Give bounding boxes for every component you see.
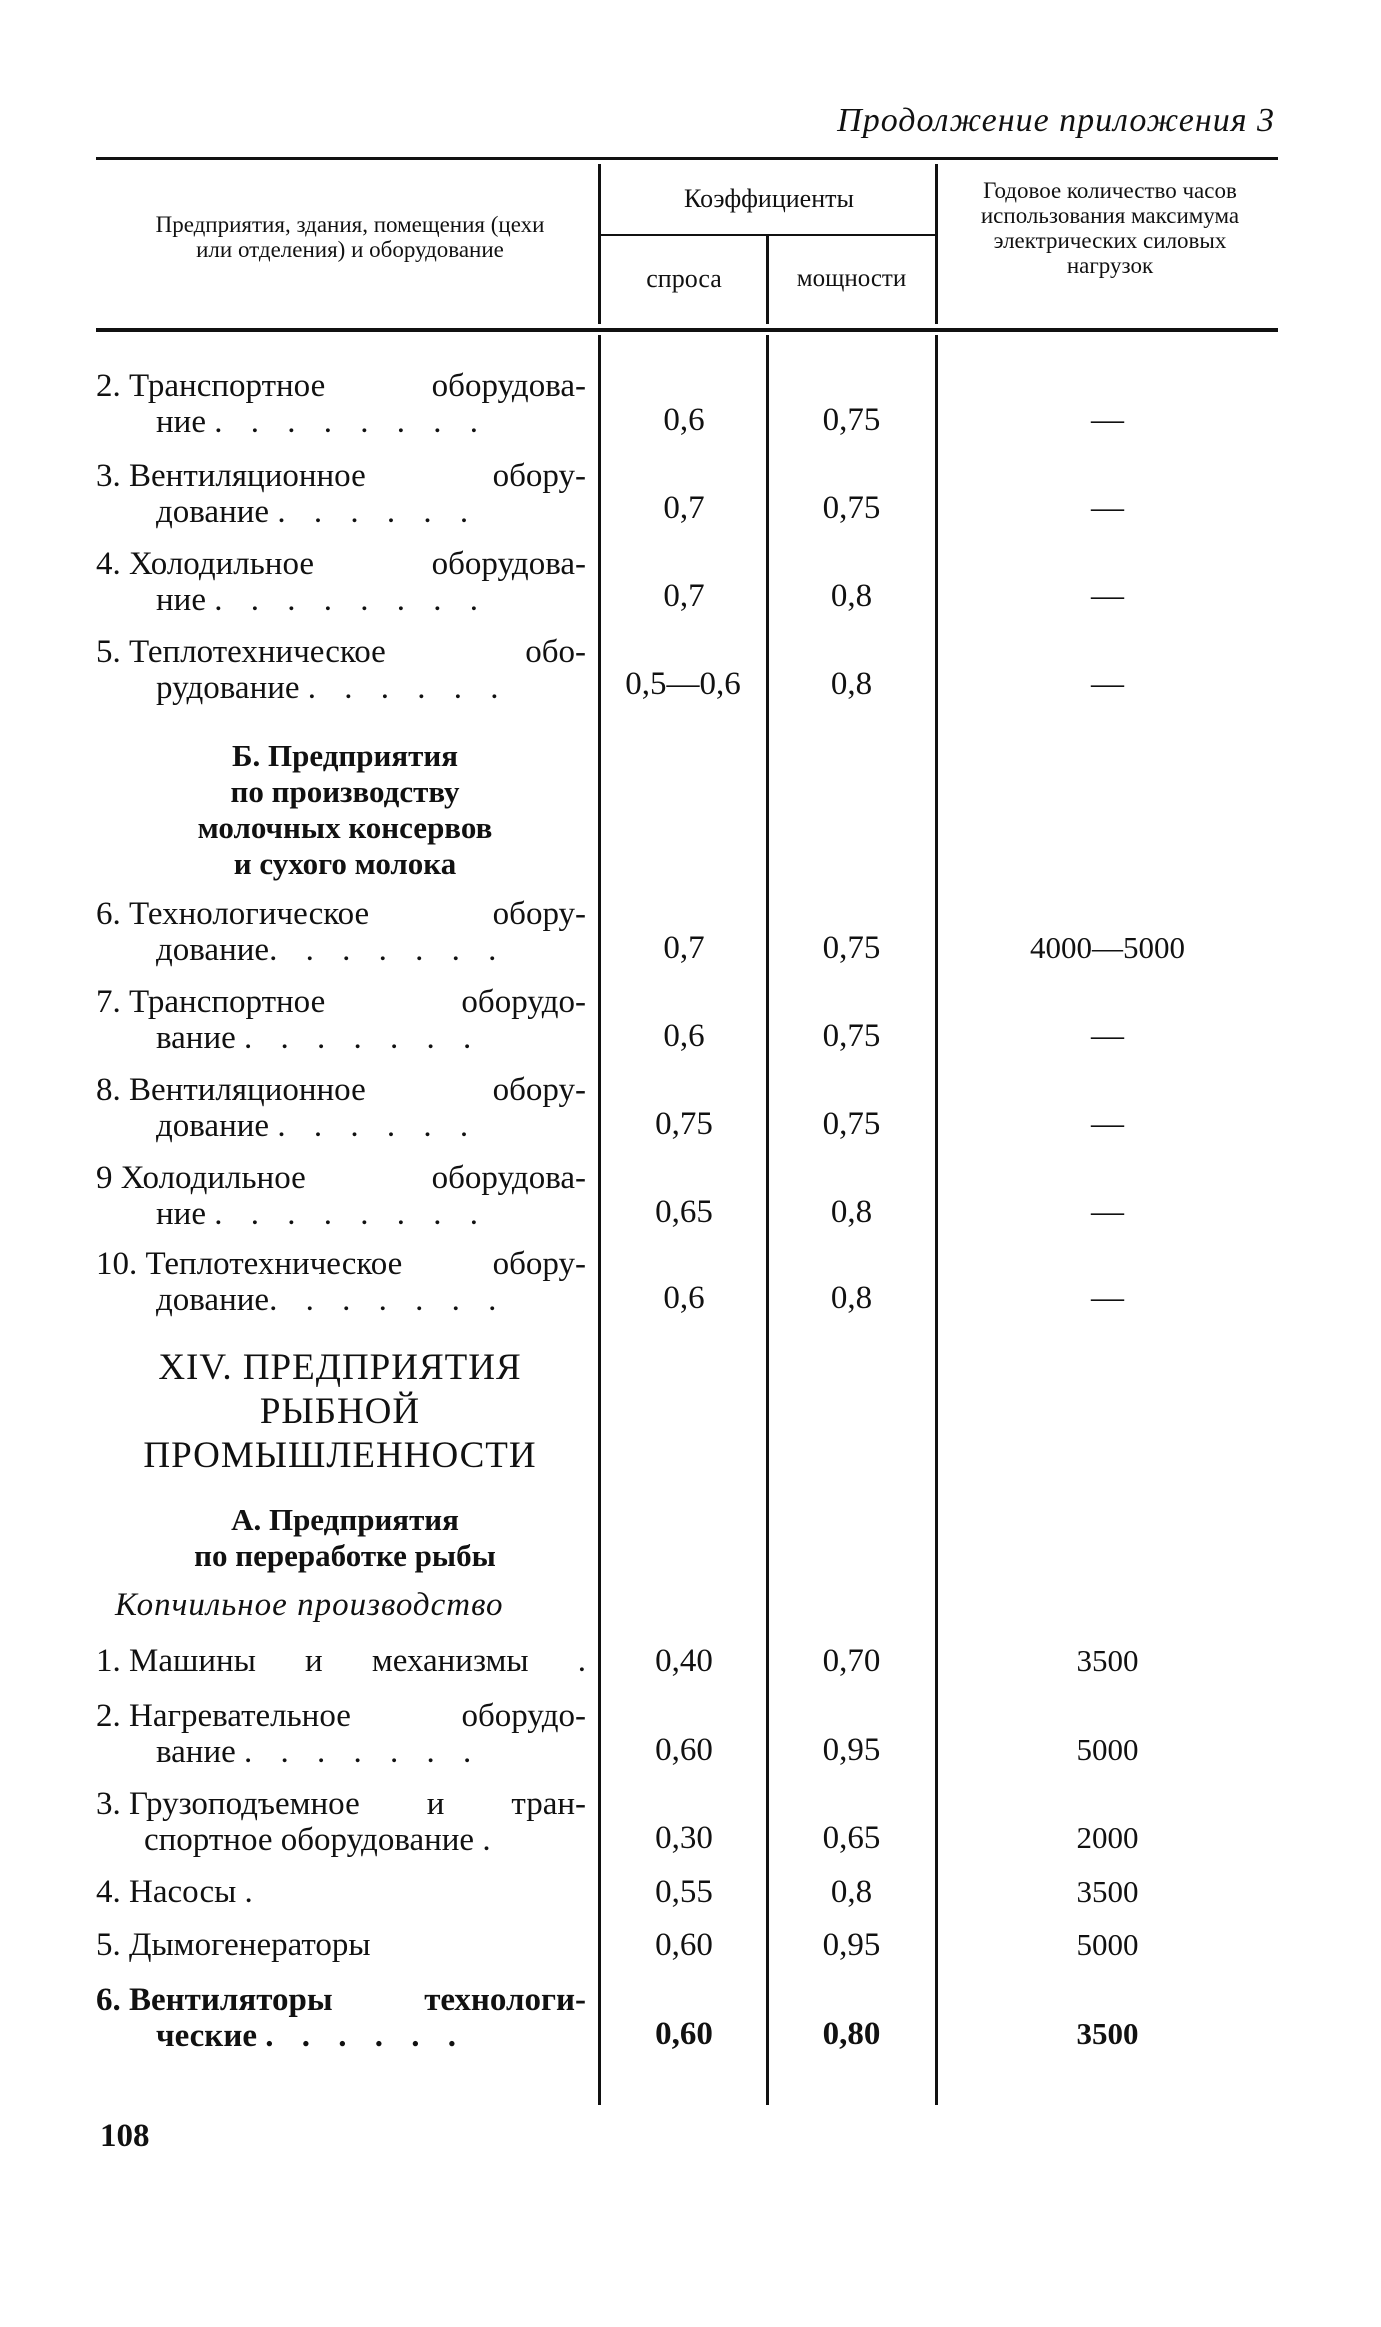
power-value: 0,8 [830, 1280, 873, 1316]
table-row [96, 1160, 586, 1232]
demand-value: 0,60 [655, 1927, 713, 1963]
row-number: 7. [96, 984, 121, 1020]
section-heading-xiv [100, 1346, 580, 1478]
demand-value: 0,5—0,6 [625, 666, 741, 702]
column-divider [935, 164, 938, 324]
demand-value: 0,6 [663, 1280, 705, 1316]
leader-dots: . . . . . . . [269, 1282, 507, 1318]
section-line: Б. Предприятия [232, 738, 458, 773]
power-value: 0,95 [822, 1927, 881, 1963]
leader-dots: . . . . . . [277, 1108, 479, 1144]
leader-dots: . . . . . . [265, 2018, 466, 2054]
demand-value: 0,7 [663, 578, 705, 614]
row-label-cont: ческие [156, 2018, 257, 2054]
table-row [96, 1982, 586, 2054]
row-number: 6. [96, 896, 121, 932]
column-divider [766, 236, 769, 324]
row-number: 4. [96, 1874, 121, 1910]
demand-column-header: спроса [646, 264, 722, 293]
table-row [96, 1786, 586, 1858]
row-label-cont: ние [156, 404, 206, 440]
row-label: Машины и механизмы . [129, 1643, 586, 1679]
section-line: ПРОМЫШЛЕННОСТИ [143, 1435, 537, 1476]
section-line: РЫБНОЙ [259, 1391, 421, 1432]
row-number: 10. [96, 1246, 138, 1282]
row-label: Нагревательное оборудо- [129, 1698, 586, 1734]
subsection-heading: Копчильное производство [115, 1587, 504, 1623]
power-value: 0,8 [830, 666, 873, 702]
hours-value: — [1091, 1194, 1124, 1230]
hours-value: — [1091, 1018, 1124, 1054]
row-label: Грузоподъемное и тран- [129, 1786, 586, 1822]
row-label: Холодильное оборудова- [120, 1160, 586, 1196]
hours-value: — [1091, 1280, 1124, 1316]
table-row [96, 368, 586, 440]
row-number: 3. [96, 458, 121, 494]
power-value: 0,8 [830, 1194, 873, 1230]
column-divider [598, 335, 601, 2105]
section-line: и сухого молока [233, 846, 457, 881]
leader-dots: . . . . . . [307, 670, 509, 706]
hours-value: 4000—5000 [1030, 930, 1185, 965]
leader-dots: . . . . . . . [269, 932, 507, 968]
row-label: Холодильное оборудова- [129, 546, 586, 582]
row-number: 5. [96, 1927, 121, 1963]
row-number: 8. [96, 1072, 121, 1108]
section-heading-b [110, 738, 580, 882]
row-label-cont: дование [156, 932, 270, 968]
demand-value: 0,6 [663, 402, 705, 438]
column-divider [935, 335, 938, 2105]
column-divider [598, 164, 601, 324]
row-number: 4. [96, 546, 121, 582]
leader-dots: . . . . . . . . [214, 404, 488, 440]
power-value: 0,8 [830, 1874, 873, 1910]
table-row [96, 1643, 586, 1679]
row-label-cont: вание [156, 1734, 236, 1770]
coef-subheader-rule [600, 234, 938, 236]
leader-dots: . . . . . . [277, 494, 479, 530]
power-value: 0,95 [822, 1732, 881, 1768]
hours-value: — [1091, 666, 1124, 702]
enterprise-column-header: Предприятия, здания, помещения (цехи или отделения) и оборудование [155, 212, 545, 262]
table-row [96, 1072, 586, 1144]
page-number: 108 [100, 2118, 150, 2154]
row-label: Теплотехническое обору- [145, 1246, 586, 1282]
row-label-cont: ние [156, 1196, 206, 1232]
row-label-cont: дование [156, 1282, 270, 1318]
hours-value: 3500 [1076, 1643, 1139, 1678]
row-label-cont: рудование [156, 670, 300, 706]
row-label-cont: дование [156, 494, 270, 530]
row-label: Транспортное оборудова- [129, 368, 586, 404]
table-row [96, 546, 586, 618]
row-label-cont: дование [156, 1108, 270, 1144]
top-rule [96, 157, 1278, 160]
hours-value: 5000 [1076, 1927, 1139, 1962]
row-label: Вентиляторы технологи- [129, 1982, 586, 2018]
demand-value: 0,75 [655, 1106, 713, 1142]
hours-value: 2000 [1076, 1820, 1139, 1855]
row-number: 5. [96, 634, 121, 670]
hours-value: 3500 [1076, 1874, 1139, 1909]
hours-value: — [1091, 490, 1124, 526]
leader-dots: . . . . . . . [244, 1020, 482, 1056]
table-row [96, 896, 586, 968]
row-label: Насосы . [129, 1874, 253, 1910]
section-line: по производству [230, 774, 460, 809]
demand-value: 0,6 [663, 1018, 705, 1054]
demand-value: 0,7 [663, 490, 705, 526]
section-heading-a [110, 1502, 580, 1574]
row-number: 1. [96, 1643, 121, 1679]
section-line: XIV. ПРЕДПРИЯТИЯ [158, 1347, 522, 1388]
demand-value: 0,60 [655, 2016, 713, 2052]
hours-value: — [1091, 578, 1124, 614]
table-row [96, 634, 586, 706]
hours-value: — [1091, 402, 1124, 438]
section-line: А. Предприятия [231, 1502, 459, 1537]
row-number: 2. [96, 368, 121, 404]
leader-dots: . . . . . . . . [214, 582, 488, 618]
row-number: 3. [96, 1786, 121, 1822]
header-bottom-rule [96, 328, 1278, 332]
power-value: 0,65 [822, 1820, 881, 1856]
row-number: 2. [96, 1698, 121, 1734]
table-row [96, 1927, 586, 1963]
power-column-header: мощности [796, 265, 907, 292]
row-number: 9 [96, 1160, 113, 1196]
hours-value: 5000 [1076, 1732, 1139, 1767]
table-row [96, 1246, 586, 1318]
power-value: 0,75 [822, 1018, 881, 1054]
table-row [96, 984, 586, 1056]
demand-value: 0,7 [663, 930, 705, 966]
power-value: 0,8 [830, 578, 873, 614]
hours-column-header: Годовое количество часов использования максимума электрических силовых нагрузок [980, 178, 1240, 278]
row-label: Транспортное оборудо- [129, 984, 586, 1020]
section-line: по переработке рыбы [194, 1538, 496, 1573]
power-value: 0,75 [822, 402, 881, 438]
table-row [96, 1698, 586, 1770]
table-row [96, 458, 586, 530]
demand-value: 0,65 [655, 1194, 713, 1230]
demand-value: 0,55 [655, 1874, 713, 1910]
power-value: 0,80 [822, 2016, 881, 2052]
section-line: молочных консервов [197, 810, 493, 845]
column-divider [766, 335, 769, 2105]
demand-value: 0,30 [655, 1820, 713, 1856]
hours-value: — [1091, 1106, 1124, 1142]
leader-dots: . . . . . . . [244, 1734, 482, 1770]
row-label: Вентиляционное обору- [129, 1072, 586, 1108]
power-value: 0,70 [822, 1643, 881, 1679]
row-label: Дымогенераторы [129, 1927, 371, 1963]
continuation-header: Продолжение приложения 3 [837, 102, 1275, 139]
power-value: 0,75 [822, 1106, 881, 1142]
row-label: Теплотехническое обо- [129, 634, 586, 670]
row-label-cont: вание [156, 1020, 236, 1056]
table-row [96, 1874, 586, 1910]
demand-value: 0,60 [655, 1732, 713, 1768]
leader-dots: . . . . . . . . [214, 1196, 488, 1232]
power-value: 0,75 [822, 930, 881, 966]
coefficients-header: Коэффициенты [684, 184, 854, 213]
row-label: Вентиляционное обору- [129, 458, 586, 494]
row-label: Технологическое обору- [129, 896, 586, 932]
row-label-cont: ние [156, 582, 206, 618]
demand-value: 0,40 [655, 1643, 713, 1679]
row-number: 6. [96, 1982, 121, 2018]
power-value: 0,75 [822, 490, 881, 526]
hours-value: 3500 [1076, 2016, 1139, 2051]
row-label-cont: спортное оборудование . [144, 1822, 491, 1858]
